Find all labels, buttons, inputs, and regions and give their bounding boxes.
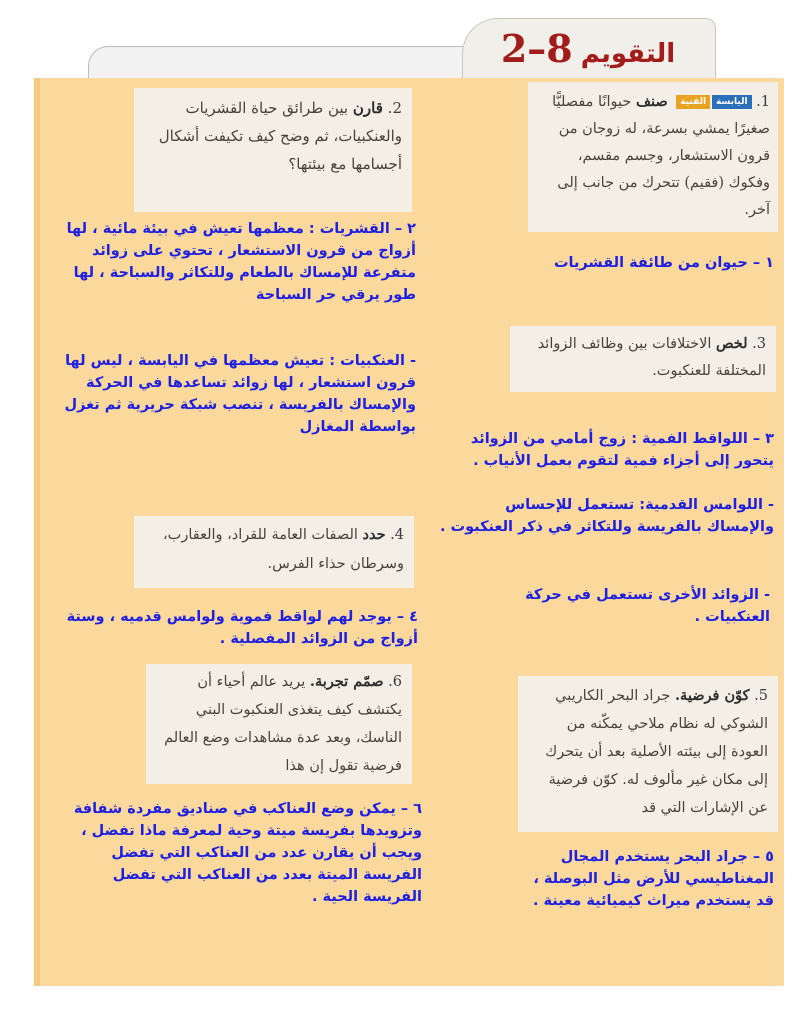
- question-keyword: حدد: [362, 526, 386, 543]
- answer-3-other-appendages: - الزوائد الأخرى تستعمل في حركة العنكبيات .: [525, 587, 770, 625]
- question-keyword: صنف: [635, 93, 668, 110]
- tag-label: الفنية: [676, 95, 710, 109]
- question-text: بين طرائق حياة القشريات والعنكبيات، ثم وضح كيف تكيفت أشكال أجسامها مع بيئتها؟: [158, 99, 402, 173]
- question-text: حيوانًا مفصليًّا صغيرًا يمشي بسرعة، له زوجان من قرون الاستشعار، وجسم مقسم، وفكوك (فقيم) تتحرك من جانب إلى آخر.: [552, 94, 770, 218]
- answer-1: ١ – حيوان من طائفة القشريات: [553, 255, 774, 271]
- question-number: 3.: [752, 336, 766, 352]
- question-keyword: كوّن فرضية.: [675, 687, 750, 704]
- answer-2-crustaceans: ٢ – القشريات : معظمها تعيش في بيئة مائية ، لها أزواج من قرون الاستشعار ، تحتوي على زوائد متفرعة للإمساك بالطعام وللتكاثر والسباحة ، لها طور يرقي حر السباحة: [66, 221, 416, 303]
- question-text: الصفات العامة للقراد، والعقارب، وسرطان حذاء الفرس.: [162, 527, 404, 572]
- answer-3-chelicerae: ٣ – اللواقط الفمية : زوج أمامي من الزوائد يتحور إلى أجزاء فمية لتقوم بعمل الأنياب .: [470, 431, 774, 469]
- question-5-box: [518, 676, 778, 832]
- tag-label: اليابسة: [712, 95, 752, 109]
- question-6-box: [146, 664, 412, 784]
- title-word: التقويم: [580, 39, 676, 69]
- answer-6: ٦ – يمكن وضع العناكب في صناديق مفردة شفافة وتزويدها بفريسة ميتة وحية لمعرفة ماذا تفضل ، ويجب أن يقارن عدد من العناكب التي تفضل الفريسة الميتة بعدد من العناكب التي تفضل الفريسة الحية .: [73, 801, 422, 905]
- question-number: 5.: [754, 688, 768, 704]
- question-keyword: لخص: [716, 335, 748, 352]
- title-number: 8–2: [500, 26, 573, 71]
- question-number: 1.: [756, 94, 770, 110]
- question-number: 6.: [388, 674, 402, 690]
- answer-3-pedipalps: - اللوامس القدمية: تستعمل للإحساس والإمساك بالفريسة وللتكاثر في ذكر العنكبوت .: [439, 497, 774, 535]
- panel-edge-strip: [34, 78, 40, 986]
- page-title: [462, 24, 714, 74]
- question-2-box: [134, 88, 412, 212]
- answer-4: ٤ – يوجد لهم لواقط فموية ولوامس قدميه ، وستة أزواج من الزوائد المفصلية .: [66, 609, 418, 647]
- question-keyword: قارن: [352, 99, 383, 117]
- question-text: يريد عالم أحياء أن يكتشف كيف يتغذى العنكبوت البني الناسك، وبعد عدة مشاهدات وضع العالم فرضية تقول إن هذا: [164, 674, 402, 774]
- question-tags: [676, 95, 751, 109]
- answer-5: ٥ – جراد البحر يستخدم المجال المغناطيسي للأرض مثل البوصلة ، قد يستخدم ميراث كيميائية معينة .: [532, 849, 774, 909]
- question-text: الاختلافات بين وظائف الزوائد المختلفة للعنكبوت.: [537, 336, 766, 379]
- answer-2-arachnids: - العنكبيات : تعيش معظمها في اليابسة ، ليس لها قرون استشعار ، لها زوائد تساعدها في الحركة والإمساك بالفريسة ، تنصب شبكة حريرية ثم تغزل بواسطة المغازل: [64, 353, 416, 435]
- header-tab-bar: [88, 46, 472, 81]
- question-3-box: [510, 326, 776, 392]
- question-number: 2.: [387, 99, 402, 117]
- question-1-box: [528, 82, 778, 232]
- question-number: 4.: [390, 527, 404, 543]
- question-text: جراد البحر الكاريبي الشوكي له نظام ملاحي يمكّنه من العودة إلى بيئته الأصلية بعد أن يتحرك إلى مكان غير مألوف له. كوّن فرضية عن الإشارات التي قد: [545, 688, 768, 816]
- question-4-box: [134, 516, 414, 588]
- question-keyword: صمّم تجربة.: [309, 673, 384, 690]
